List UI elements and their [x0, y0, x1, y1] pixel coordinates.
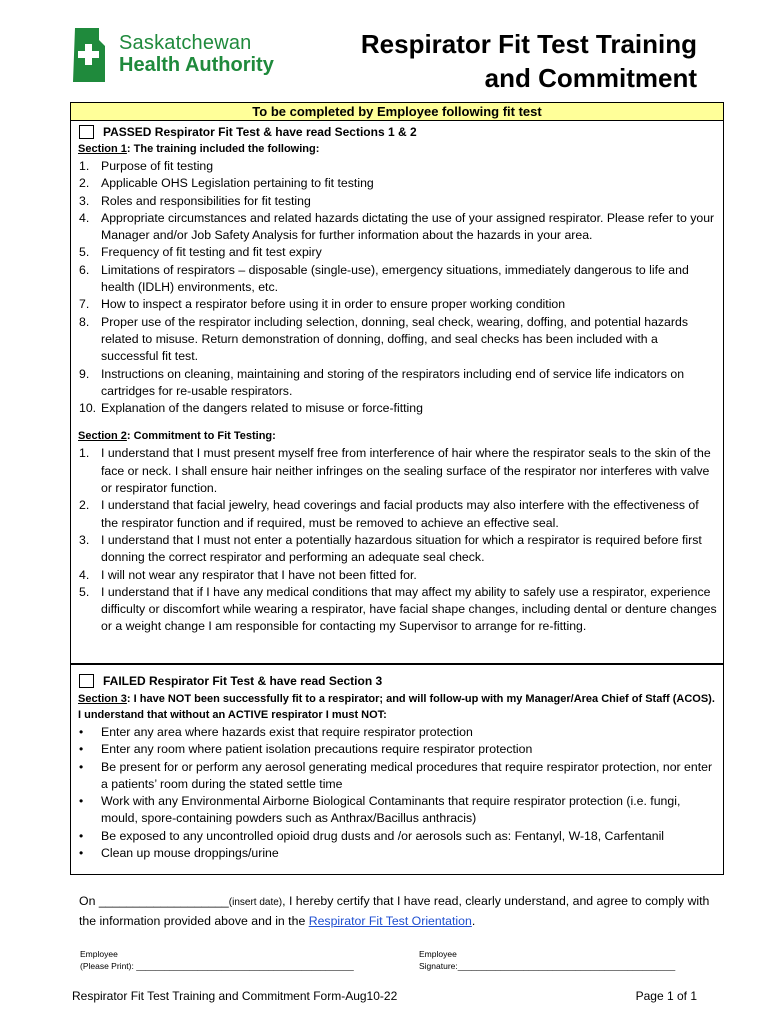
list-item-number: 2.	[79, 176, 90, 191]
list-item-number: 3.	[79, 193, 90, 208]
date-hint: (insert date)	[228, 897, 283, 908]
bullet-item	[79, 724, 717, 741]
date-blank[interactable]: On ___________________	[79, 894, 229, 908]
bullet-icon: •	[79, 759, 84, 774]
list-item-number: 6.	[79, 262, 90, 277]
bullet-item	[79, 759, 717, 794]
passed-checkbox[interactable]	[79, 125, 94, 139]
bullet-item-text: Be present for or perform any aerosol generating medical procedures that require respirator protection, nor enter a patients’ room during the stated settle time	[101, 759, 713, 791]
list-item	[79, 158, 717, 175]
title-line1: Respirator Fit Test Training	[360, 29, 697, 59]
logo-text-line2: Health Authority	[119, 54, 274, 76]
list-item	[79, 262, 717, 297]
section1-label: Section 1	[78, 143, 127, 155]
list-item-text: Appropriate circumstances and related hazards dictating the use of your assigned respirator. Please refer to your Manager and/or Job Safety Analysis for further information about the hazards in your area.	[101, 210, 715, 243]
bullet-item-text: Clean up mouse droppings/urine	[101, 846, 279, 861]
list-item-text: Applicable OHS Legislation pertaining to fit testing	[101, 176, 374, 191]
list-item	[79, 296, 717, 313]
list-item-number: 1.	[79, 159, 90, 173]
list-item-text: Proper use of the respirator including selection, donning, seal check, wearing, doffing, and potential hazards related to misuse. Return demonstration of donning, doffing, and seal checks has been included with a successful fit test.	[101, 314, 688, 364]
section2-heading	[78, 430, 717, 442]
section3-heading-text: : I have NOT been successfully fit to a respirator; and will follow-up with my Manager/Area Chief of Staff (ACOS). I understand that without an ACTIVE respirator I must NOT:	[78, 693, 715, 721]
list-item-text: I understand that I must present myself free from interference of hair where the respirator seals to the skin of the face or neck. I shall ensure hair neither infringes on the sealing surface of the respirator nor interferes with valve or respirator function.	[101, 446, 711, 496]
list-item-text: Limitations of respirators – disposable (single-use), emergency situations, immediately dangerous to life and health (IDLH) environments, etc.	[101, 262, 689, 295]
bullet-icon: •	[79, 725, 84, 739]
employee-name-line: (Please Print): ______________________________________________	[80, 961, 354, 971]
list-item-number: 5.	[79, 245, 90, 260]
bullet-icon: •	[79, 828, 84, 843]
bullet-item	[79, 828, 717, 845]
orientation-link[interactable]: Respirator Fit Test Orientation	[308, 914, 472, 928]
bullet-item-text: Enter any room where patient isolation precautions require respirator protection	[101, 742, 533, 757]
saskatchewan-health-authority-logo	[71, 26, 301, 84]
certification-text: , I hereby certify that I have read, clearly understand, and agree to comply with the information provided above and in the	[79, 894, 710, 928]
section3-list	[79, 724, 717, 862]
list-item-number: 7.	[79, 297, 90, 312]
employee-name-field[interactable]	[80, 948, 354, 972]
list-item	[79, 445, 717, 497]
employee-signature-line: Signature:______________________________________________	[419, 961, 676, 971]
list-item-number: 8.	[79, 314, 90, 329]
list-item-text: I understand that I must not enter a potentially hazardous situation for which a respirator is required before first donning the correct respirator and performing an adequate seal check.	[101, 532, 702, 565]
list-item-number: 4.	[79, 210, 90, 225]
list-item	[79, 567, 717, 584]
list-item	[79, 175, 717, 192]
certification-suffix: .	[471, 914, 476, 928]
list-item	[79, 584, 717, 636]
bullet-item	[79, 741, 717, 758]
list-item	[79, 193, 717, 210]
footer-page-number: Page 1 of 1	[635, 989, 697, 1003]
list-item	[79, 210, 717, 245]
list-item-text: I understand that if I have any medical conditions that may affect my ability to safely use a respirator, experience difficulty or discomfort while wearing a respirator, have facial shape changes, including dental or denture changes or a weight change I am responsible for contacting my Supervisor to arrange for re-fitting.	[101, 584, 717, 634]
list-item-text: Frequency of fit testing and fit test expiry	[101, 245, 322, 260]
section1-heading-text: : The training included the following:	[126, 143, 320, 155]
section3-heading	[78, 691, 717, 723]
list-item-text: Instructions on cleaning, maintaining and storing of the respirators including end of service life indicators on cartridges for re-usable respirators.	[101, 366, 685, 398]
section1-list	[79, 158, 717, 417]
bullet-item-text: Enter any area where hazards exist that require respirator protection	[101, 725, 473, 739]
list-item-text: Explanation of the dangers related to misuse or force-fitting	[101, 401, 423, 416]
list-item-number: 3.	[79, 532, 90, 547]
list-item-text: Purpose of fit testing	[101, 159, 214, 173]
list-item-number: 4.	[79, 567, 90, 582]
employee-name-label: Employee	[80, 949, 118, 959]
logo-text-line1: Saskatchewan	[119, 32, 252, 54]
list-item-text: I understand that facial jewelry, head coverings and facial products may also interfere with the effectiveness of the respirator function and if required, must be removed to achieve an effective seal.	[101, 498, 699, 530]
employee-signature-field[interactable]	[419, 948, 675, 972]
form-frame	[70, 102, 724, 875]
list-item-text: Roles and responsibilities for fit testing	[101, 193, 311, 208]
section-divider	[71, 663, 723, 665]
list-item-number: 10.	[79, 401, 97, 416]
list-item-number: 2.	[79, 498, 90, 513]
list-item	[79, 400, 717, 417]
section1-heading	[78, 143, 717, 155]
list-item	[79, 366, 717, 401]
bullet-icon: •	[79, 846, 84, 861]
list-item-number: 9.	[79, 366, 90, 381]
employee-signature-label: Employee	[419, 949, 457, 959]
bullet-icon: •	[79, 794, 84, 809]
section2-heading-text: : Commitment to Fit Testing:	[126, 430, 276, 443]
list-item-text: I will not wear any respirator that I have not been fitted for.	[101, 567, 417, 582]
document-title	[361, 27, 697, 95]
list-item	[79, 532, 717, 567]
list-item-number: 5.	[79, 584, 90, 599]
list-item-text: How to inspect a respirator before using it in order to ensure proper working condition	[101, 297, 566, 312]
passed-checkbox-label: PASSED Respirator Fit Test & have read Sections 1 & 2	[103, 125, 417, 139]
section2-list	[79, 445, 717, 635]
passed-checkbox-row	[79, 125, 717, 139]
section3-label: Section 3	[78, 693, 127, 705]
list-item	[79, 497, 717, 532]
title-line2: and Commitment	[484, 63, 697, 93]
failed-checkbox-row	[79, 674, 717, 688]
footer-form-name: Respirator Fit Test Training and Commitment Form-Aug10-22	[72, 989, 398, 1003]
bullet-icon: •	[79, 742, 84, 757]
failed-checkbox[interactable]	[79, 674, 94, 688]
list-item-number: 1.	[79, 446, 90, 461]
province-cross-icon	[71, 26, 109, 84]
passed-section	[79, 125, 717, 636]
failed-checkbox-label: FAILED Respirator Fit Test & have read Section 3	[103, 674, 383, 688]
bullet-item-text: Be exposed to any uncontrolled opioid drug dusts and /or aerosols such as: Fentanyl, W-18, Carfentanil	[101, 828, 665, 843]
certification-statement	[79, 892, 729, 930]
section2-label: Section 2	[78, 430, 127, 443]
list-item	[79, 244, 717, 261]
failed-section	[79, 674, 717, 862]
bullet-item-text: Work with any Environmental Airborne Biological Contaminants that require respirator protection (i.e. fungi, mould, spore-containing powders such as Anthrax/Bacillus anthracis)	[101, 794, 681, 826]
bullet-item	[79, 793, 717, 828]
bullet-item	[79, 845, 717, 862]
instruction-banner: To be completed by Employee following fit test	[71, 103, 723, 121]
list-item	[79, 314, 717, 366]
